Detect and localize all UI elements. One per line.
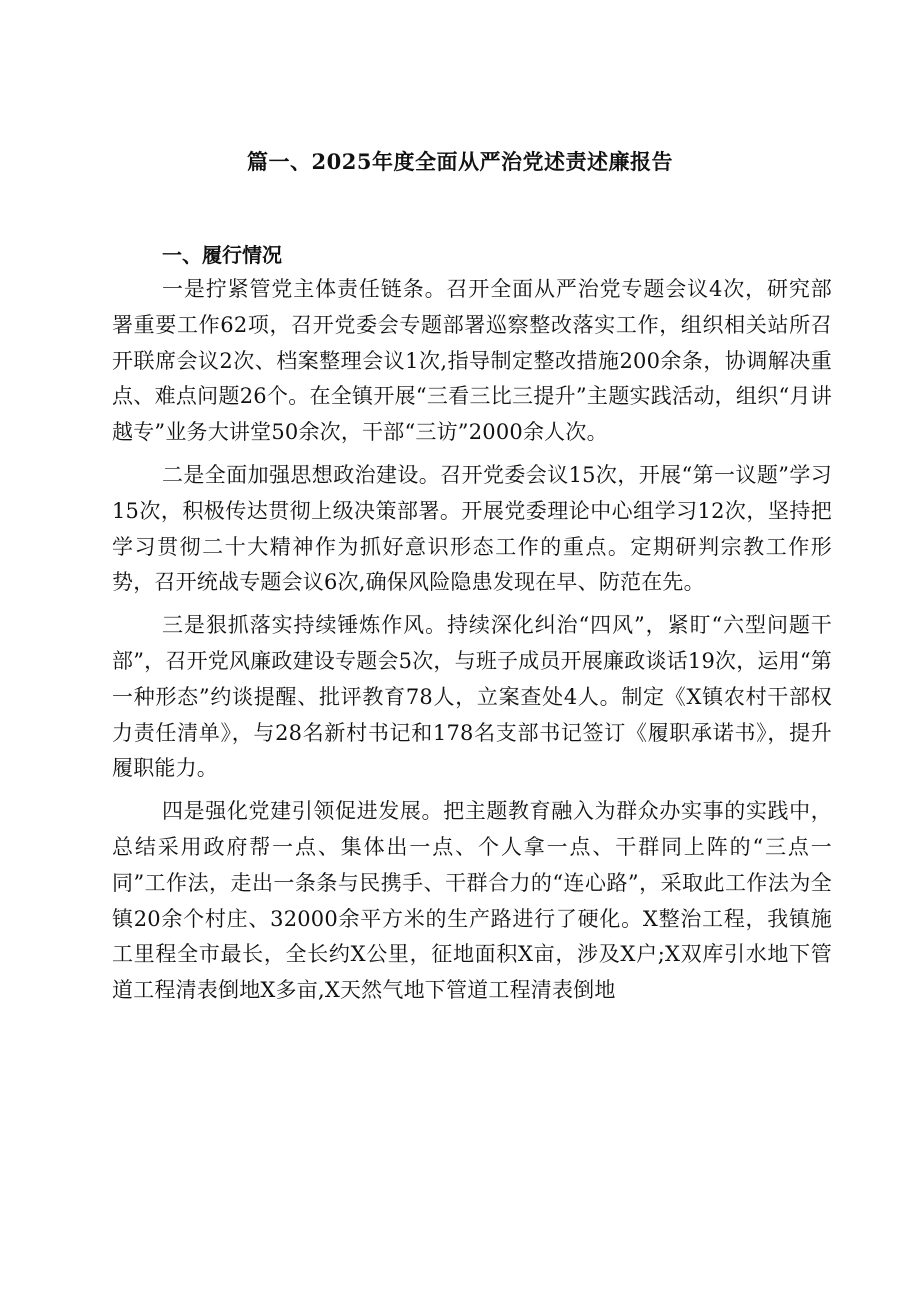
paragraph-4: 四是强化党建引领促进发展。把主题教育融入为群众办实事的实践中，总结采用政府帮一点、集体出一点、个人拿一点、干群同上阵的“三点一同”工作法，走出一条条与民携手、干群合力的“连心路”，采取此工作法为全镇20余个村庄、32000余平方米的生产路进行了硬化。X整治工程，我镇施工里程全市最长，全长约X公里，征地面积X亩，涉及X户;X双库引水地下管道工程清表倒地X多亩,X天然气地下管道工程清表倒地 (112, 799, 832, 1003)
document-body (112, 238, 832, 1016)
paragraph-1: 一是拧紧管党主体责任链条。召开全面从严治党专题会议4次，研究部署重要工作62项，召开党委会专题部署巡察整改落实工作，组织相关站所召开联席会议2次、档案整理会议1次,指导制定整改措施200余条，协调解决重点、难点问题26个。在全镇开展“三看三比三提升”主题实践活动，组织“月讲越专”业务大讲堂50余次，干部“三访”2000余人次。 (112, 277, 832, 445)
document-title: 篇一、2025年度全面从严治党述责述廉报告 (247, 149, 673, 174)
section-heading: 一、履行情况 (162, 243, 282, 267)
paragraph-2: 二是全面加强思想政治建设。召开党委会议15次，开展“第一议题”学习15次，积极传达贯彻上级决策部署。开展党委理论中心组学习12次，坚持把学习贯彻二十大精神作为抓好意识形态工作的重点。定期研判宗教工作形势，召开统战专题会议6次,确保风险隐患发现在早、防范在先。 (112, 462, 832, 595)
paragraph-3: 三是狠抓落实持续锤炼作风。持续深化纠治“四风”，紧盯“六型问题干部”，召开党风廉政建设专题会5次，与班子成员开展廉政谈话19次，运用“第一种形态”约谈提醒、批评教育78人，立案查处4人。制定《X镇农村干部权力责任清单》，与28名新村书记和178名支部书记签订《履职承诺书》，提升履职能力。 (112, 613, 832, 781)
